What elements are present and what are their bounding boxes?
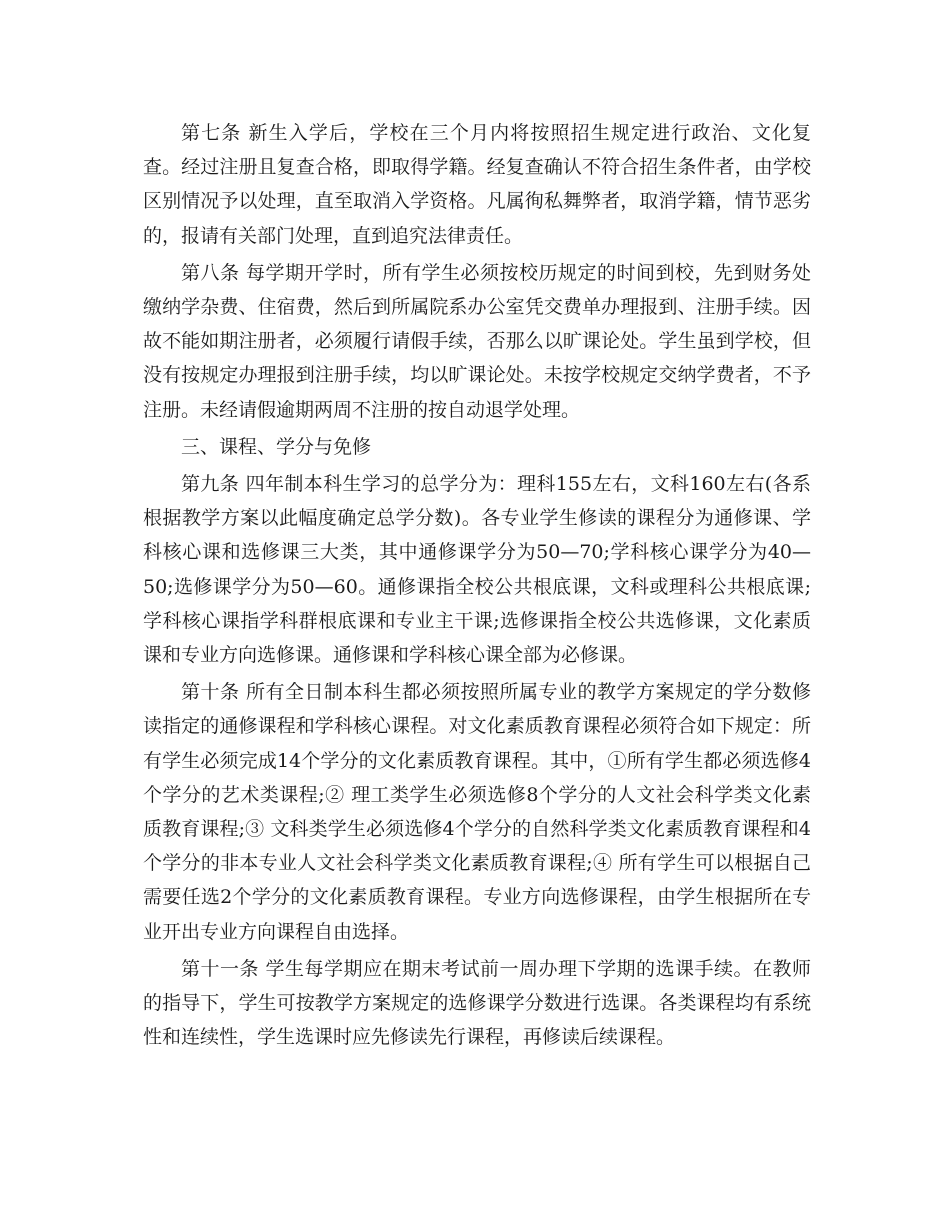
paragraph-article-9: 第九条 四年制本科生学习的总学分为：理科155左右，文科160左右(各系根据教学方案以此幅度确定总学分数)。各专业学生修读的课程分为通修课、学科核心课和选修课三大类，其中通修课学分为50—70;学科核心课学分为40—50;选修课学分为50—60。通修课指全校公共根底课，文科或理科公共根底课;学科核心课指学科群根底课和专业主干课;选修课指全校公共选修课，文化素质课和专业方向选修课。通修课和学科核心课全部为必修课。: [143, 473, 811, 667]
section-heading-courses-credits: 三、课程、学分与免修: [181, 435, 372, 458]
paragraph-article-10: 第十条 所有全日制本科生都必须按照所属专业的教学方案规定的学分数修读指定的通修课程和学科核心课程。对文化素质教育课程必须符合如下规定：所有学生必须完成14个学分的文化素质教育课程。其中，①所有学生都必须选修4个学分的艺术类课程;② 理工类学生必须选修8个学分的人文社会科学类文化素质教育课程;③ 文科类学生必须选修4个学分的自然科学类文化素质教育课程和4个学分的非本专业人文社会科学类文化素质教育课程;④ 所有学生可以根据自己需要任选2个学分的文化素质教育课程。专业方向选修课程，由学生根据所在专业开出专业方向课程自由选择。: [143, 681, 811, 943]
paragraph-article-7: 第七条 新生入学后，学校在三个月内将按照招生规定进行政治、文化复查。经过注册且复查合格，即取得学籍。经复查确认不符合招生条件者，由学校区别情况予以处理，直至取消入学资格。凡属徇私舞弊者，取消学籍，情节恶劣的，报请有关部门处理，直到追究法律责任。: [143, 122, 811, 247]
paragraph-article-8: 第八条 每学期开学时，所有学生必须按校历规定的时间到校，先到财务处缴纳学杂费、住宿费，然后到所属院系办公室凭交费单办理报到、注册手续。因故不能如期注册者，必须履行请假手续，否那么以旷课论处。学生虽到学校，但没有按规定办理报到注册手续，均以旷课论处。未按学校规定交纳学费者，不予注册。未经请假逾期两周不注册的按自动退学处理。: [143, 261, 811, 421]
paragraph-article-11: 第十一条 学生每学期应在期末考试前一周办理下学期的选课手续。在教师的指导下，学生可按教学方案规定的选修课学分数进行选课。各类课程均有系统性和连续性，学生选课时应先修读先行课程，再修读后续课程。: [143, 957, 811, 1049]
document-body: [143, 116, 811, 1057]
